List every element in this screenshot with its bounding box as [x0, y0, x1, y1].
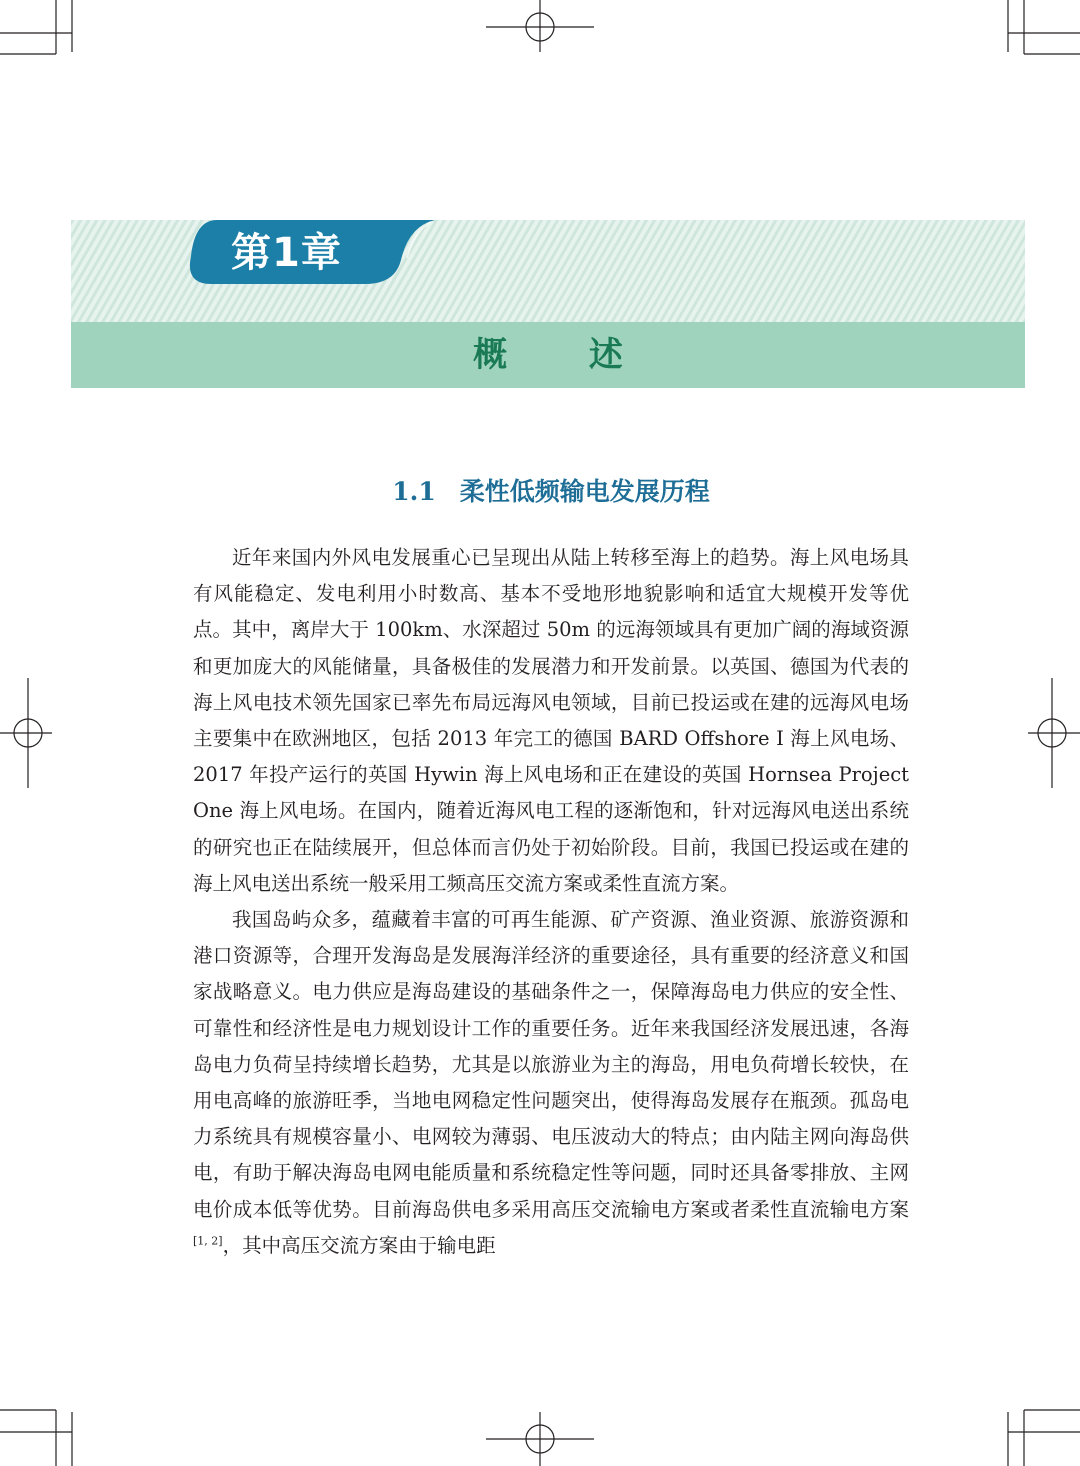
paragraph	[193, 902, 909, 1264]
section-number: 1.1	[392, 477, 436, 506]
section-title: 柔性低频输电发展历程	[459, 477, 710, 506]
paragraph-text: 我国岛屿众多，蕴藏着丰富的可再生能源、矿产资源、渔业资源、旅游资源和港口资源等，合理开发海岛是发展海洋经济的重要途径，具有重要的经济意义和国家战略意义。电力供应是海岛建设的基础条件之一，保障海岛电力供应的安全性、可靠性和经济性是电力规划设计工作的重要任务。近年来我国经济发展迅速，各海岛电力负荷呈持续增长趋势，尤其是以旅游业为主的海岛，用电负荷增长较快，在用电高峰的旅游旺季，当地电网稳定性问题突出，使得海岛发展存在瓶颈。孤岛电力系统具有规模容量小、电网较为薄弱、电压波动大的特点；由内陆主网向海岛供电，有助于解决海岛电网电能质量和系统稳定性等问题，同时还具备零排放、主网电价成本低等优势。目前海岛供电多采用高压交流输电方案或者柔性直流输电方案	[193, 908, 909, 1221]
chapter-label: 第1章	[231, 230, 342, 276]
citation: [1, 2]	[193, 1234, 223, 1248]
chapter-banner	[71, 220, 1025, 388]
section-heading	[193, 472, 909, 512]
paragraph-text-continued: ，其中高压交流方案由于输电距	[222, 1233, 496, 1257]
chapter-title: 概 述	[473, 335, 623, 375]
body-text	[193, 540, 909, 1264]
paragraph: 近年来国内外风电发展重心已呈现出从陆上转移至海上的趋势。海上风电场具有风能稳定、发电利用小时数高、基本不受地形地貌影响和适宜大规模开发等优点。其中，离岸大于 100km、水深超过 50m 的远海领域具有更加广阔的海域资源和更加庞大的风能储量，具备极佳的发展潜力和开发前景。以英国、德国为代表的海上风电技术领先国家已率先布局远海风电领域，目前已投运或在建的远海风电场主要集中在欧洲地区，包括 2013 年完工的德国 BARD Offshore I 海上风电场、2017 年投产运行的英国 Hywin 海上风电场和正在建设的英国 Hornsea Project One 海上风电场。在国内，随着近海风电工程的逐渐饱和，针对远海风电送出系统的研究也正在陆续展开，但总体而言仍处于初始阶段。目前，我国已投运或在建的海上风电送出系统一般采用工频高压交流方案或柔性直流方案。	[193, 546, 909, 895]
